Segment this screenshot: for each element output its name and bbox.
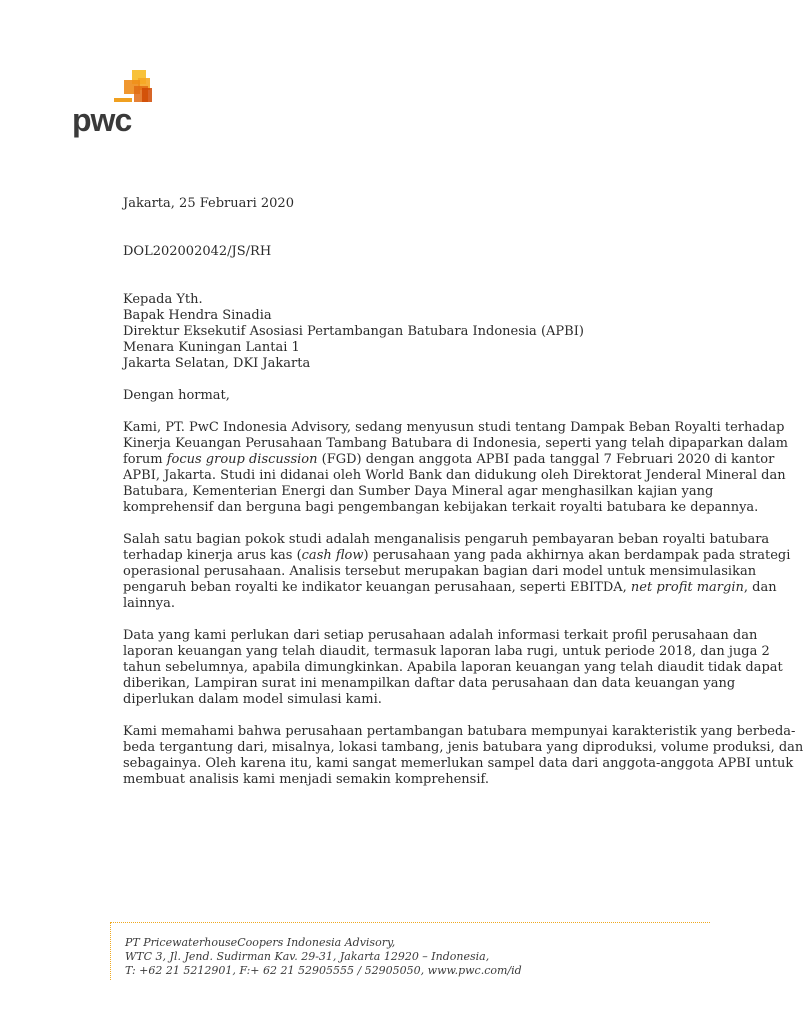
paragraph-line: Kami memahami bahwa perusahaan pertambangan batubara mempunyai karakteristik yang berbeda- (123, 724, 796, 739)
text-segment-italic: cash flow (301, 548, 364, 563)
salutation: Dengan hormat, (123, 388, 230, 403)
paragraph-line: APBI, Jakarta. Studi ini didanai oleh World Bank dan didukung oleh Direktorat Jenderal Mineral dan (123, 468, 786, 483)
paragraph-line: diberikan, Lampiran surat ini menampilkan daftar data perusahaan dan data keuangan yang (123, 676, 736, 691)
recipient-line: Kepada Yth. (123, 292, 203, 307)
reference-number: DOL202002042/JS/RH (123, 244, 272, 259)
text-segment: terhadap kinerja arus kas ( (123, 548, 302, 563)
letter-date: Jakarta, 25 Februari 2020 (123, 196, 294, 211)
paragraph-line: Salah satu bagian pokok studi adalah menganalisis pengaruh pembayaran beban royalti batubara (123, 532, 770, 547)
text-segment-italic: net profit margin (630, 580, 744, 595)
paragraph-line (123, 452, 775, 468)
text-segment: ) perusahaan yang pada akhirnya akan berdampak pada strategi (363, 548, 791, 563)
text-segment-italic: focus group discussion (166, 452, 318, 467)
paragraph-line: Kami, PT. PwC Indonesia Advisory, sedang menyusun studi tentang Dampak Beban Royalti terhadap (123, 420, 785, 435)
text-segment: , dan (743, 580, 777, 595)
text-segment: (FGD) dengan anggota APBI pada tanggal 7 Februari 2020 di kantor (317, 452, 775, 467)
paragraph-line (123, 548, 791, 564)
paragraph-line (123, 580, 777, 596)
paragraph-line: diperlukan dalam model simulasi kami. (123, 692, 382, 707)
recipient-line: Direktur Eksekutif Asosiasi Pertambangan Batubara Indonesia (APBI) (123, 324, 584, 339)
pwc-logo-text: pwc (72, 102, 132, 138)
recipient-line: Jakarta Selatan, DKI Jakarta (123, 356, 311, 371)
recipient-line: Menara Kuningan Lantai 1 (123, 340, 300, 355)
pwc-logo (72, 70, 162, 140)
paragraph-line: Data yang kami perlukan dari setiap perusahaan adalah informasi terkait profil perusahaan dan (123, 628, 758, 643)
paragraph-line: membuat analisis kami menjadi semakin komprehensif. (123, 772, 489, 787)
text-segment: pengaruh beban royalti ke indikator keuangan perusahaan, seperti EBITDA, (123, 580, 631, 595)
pwc-logo-mark-icon (72, 70, 162, 106)
text-segment: forum (123, 452, 167, 467)
paragraph-line: laporan keuangan yang telah diaudit, termasuk laporan laba rugi, untuk periode 2018, dan juga 2 (123, 644, 770, 659)
footer-address: WTC 3, Jl. Jend. Sudirman Kav. 29-31, Jakarta 12920 – Indonesia, (125, 950, 490, 963)
footer-company: PT PricewaterhouseCoopers Indonesia Advisory, (125, 936, 396, 949)
paragraph-line: Kinerja Keuangan Perusahaan Tambang Batubara di Indonesia, seperti yang telah dipaparkan dalam (123, 436, 788, 451)
footer-contact: T: +62 21 5212901, F:+ 62 21 52905555 / 52905050, www.pwc.com/id (125, 964, 522, 977)
paragraph-line: lainnya. (123, 596, 176, 611)
paragraph-line: beda tergantung dari, misalnya, lokasi tambang, jenis batubara yang diproduksi, volume produksi, dan (123, 740, 803, 755)
footer-divider-vertical (110, 922, 111, 980)
recipient-line: Bapak Hendra Sinadia (123, 308, 272, 323)
paragraph-line: Batubara, Kementerian Energi dan Sumber Daya Mineral agar menghasilkan kajian yang (123, 484, 714, 499)
footer-divider (110, 922, 710, 923)
paragraph-line: komprehensif dan berguna bagi pengembangan kebijakan terkait royalti batubara ke depannya. (123, 500, 759, 515)
paragraph-line: operasional perusahaan. Analisis tersebut merupakan bagian dari model untuk mensimulasikan (123, 564, 757, 579)
paragraph-line: tahun sebelumnya, apabila dimungkinkan. Apabila laporan keuangan yang telah diaudit tidak dapat (123, 660, 783, 675)
paragraph-line: sebagainya. Oleh karena itu, kami sangat memerlukan sampel data dari anggota-anggota APBI untuk (123, 756, 794, 771)
